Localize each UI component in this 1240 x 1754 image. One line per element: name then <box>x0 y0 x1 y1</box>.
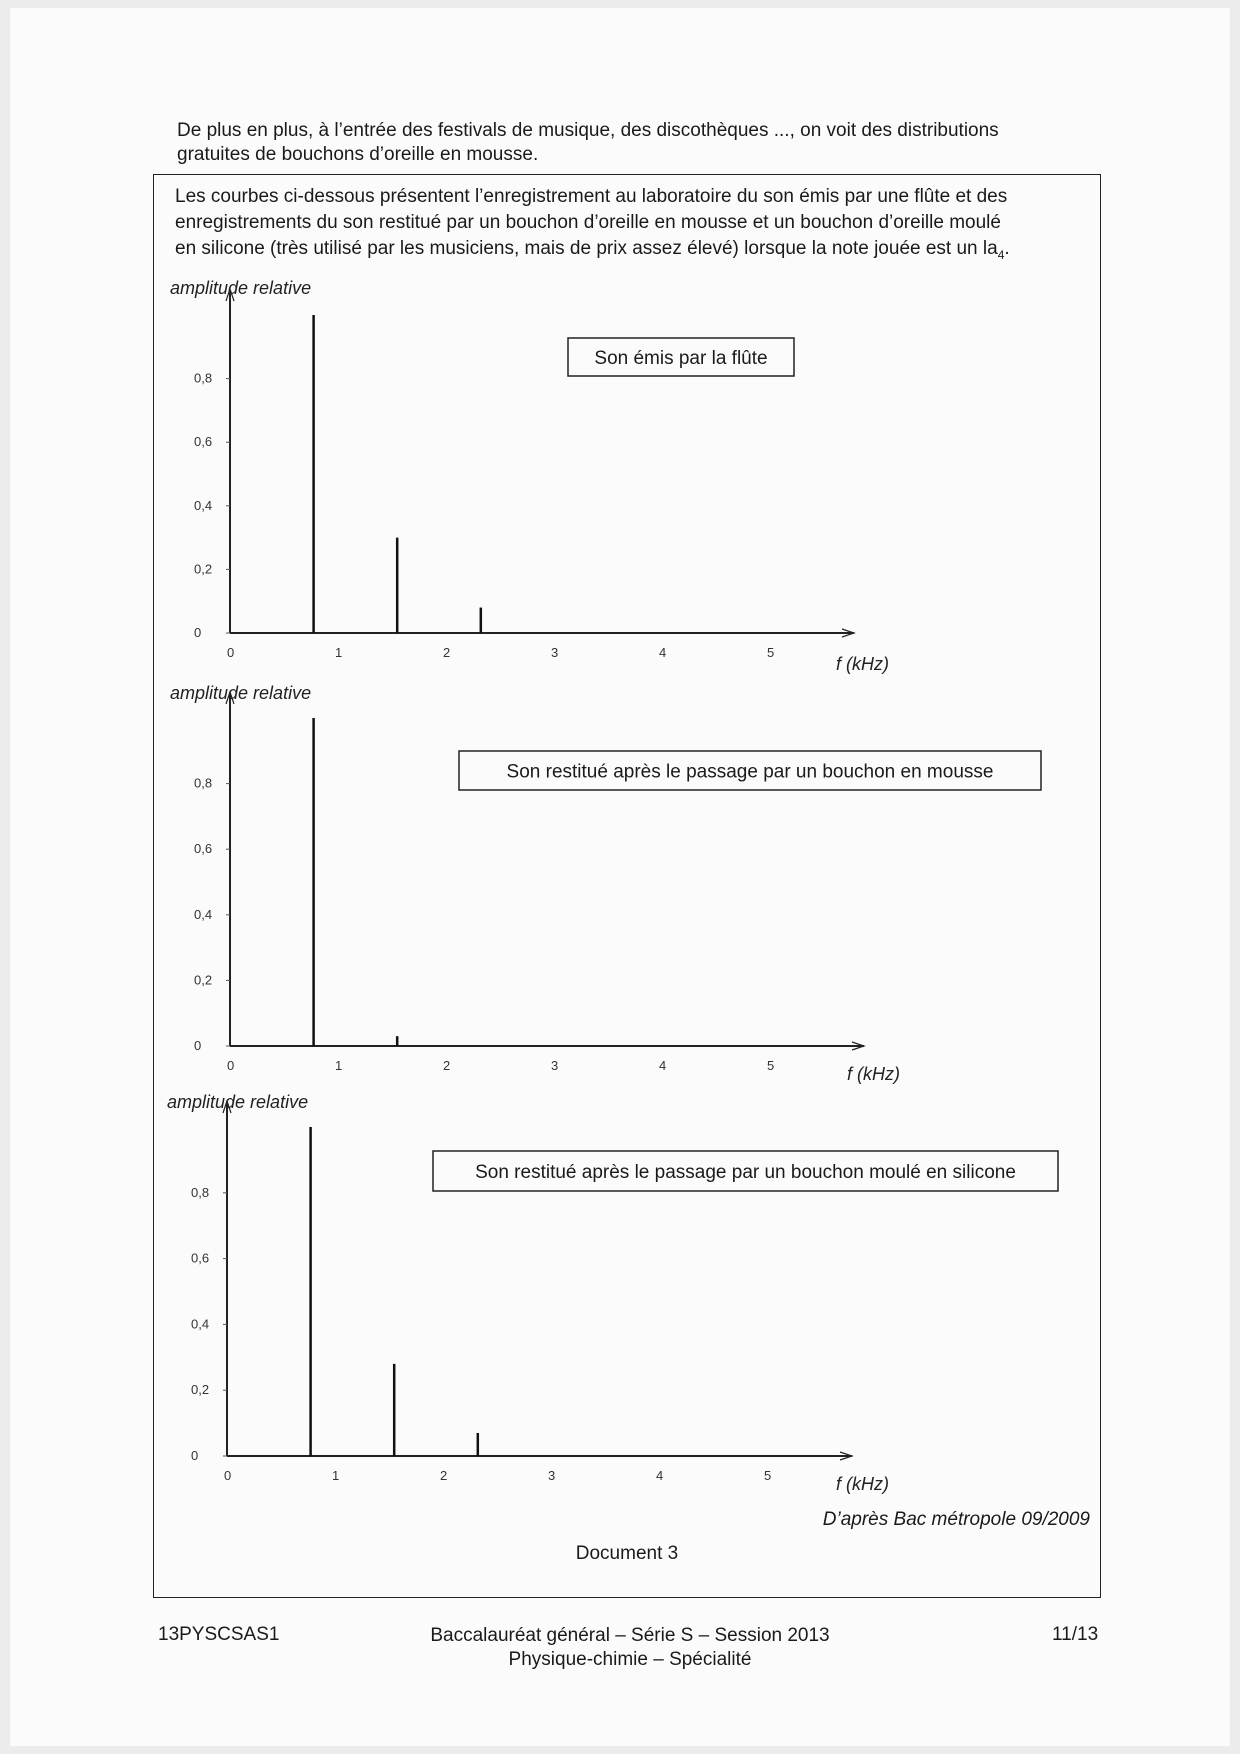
x-tick-label: 0 <box>227 1058 235 1073</box>
y-tick-label: 0,8 <box>194 370 213 386</box>
y-axis-title: amplitude relative <box>170 683 312 703</box>
y-tick-label: 0,2 <box>191 1382 210 1398</box>
x-axis-label: f (kHz) <box>836 1474 889 1494</box>
x-tick-label: 5 <box>764 1468 772 1483</box>
footer-line-1: Baccalauréat général – Série S – Session 2013 <box>430 1625 830 1646</box>
x-tick-label: 4 <box>659 1058 667 1073</box>
y-tick-label: 0,6 <box>194 841 213 857</box>
y-tick-label: 0 <box>194 625 202 640</box>
y-tick-label: 0,4 <box>191 1316 210 1332</box>
document-text-line-3-main: en silicone (très utilisé par les musiciens, mais de prix assez élevé) lorsque la note jouée est un la <box>175 238 998 259</box>
document-text-line-2: enregistrements du son restitué par un bouchon d’oreille en mousse et un bouchon d’oreille moulé <box>175 212 1001 233</box>
intro-paragraph <box>177 119 1102 167</box>
footer-center <box>380 1624 880 1672</box>
x-tick-label: 4 <box>656 1468 664 1483</box>
chart-title: Son émis par la flûte <box>594 348 768 369</box>
y-tick-label: 0,4 <box>194 906 213 922</box>
y-tick-label: 0 <box>194 1038 202 1053</box>
x-tick-label: 1 <box>332 1468 340 1483</box>
document-text-line-1: Les courbes ci-dessous présentent l’enregistrement au laboratoire du son émis par une flûte et des <box>175 186 1008 207</box>
x-tick-label: 2 <box>443 645 451 660</box>
source-citation: D’après Bac métropole 09/2009 <box>822 1509 1090 1530</box>
note-subscript: 4 <box>997 247 1005 262</box>
footer-code: 13PYSCSAS1 <box>158 1624 280 1645</box>
document-label: Document 3 <box>575 1543 679 1564</box>
x-tick-label: 3 <box>551 645 559 660</box>
x-tick-label: 3 <box>548 1468 556 1483</box>
footer-line-2: Physique-chimie – Spécialité <box>508 1649 752 1670</box>
x-tick-label: 5 <box>767 1058 775 1073</box>
spectra-charts <box>154 175 1100 1597</box>
x-tick-label: 3 <box>551 1058 559 1073</box>
intro-line-2: gratuites de bouchons d’oreille en mousse. <box>177 144 539 165</box>
footer-page-number: 11/13 <box>1052 1624 1099 1645</box>
x-tick-label: 0 <box>224 1468 232 1483</box>
y-tick-label: 0,8 <box>194 775 213 791</box>
x-tick-label: 4 <box>659 645 667 660</box>
x-tick-label: 1 <box>335 645 343 660</box>
chart-title: Son restitué après le passage par un bouchon moulé en silicone <box>475 1162 1016 1183</box>
intro-line-1: De plus en plus, à l’entrée des festivals de musique, des discothèques ..., on voit des distributions <box>177 120 999 141</box>
x-tick-label: 2 <box>443 1058 451 1073</box>
y-tick-label: 0,6 <box>194 434 213 450</box>
chart-title: Son restitué après le passage par un bouchon en mousse <box>506 761 994 783</box>
y-tick-label: 0,8 <box>191 1184 210 1200</box>
x-axis-label: f (kHz) <box>847 1064 900 1084</box>
x-tick-label: 5 <box>767 645 775 660</box>
y-tick-label: 0,2 <box>194 972 213 988</box>
document-text-line-3: en silicone (très utilisé par les musiciens, mais de prix assez élevé) lorsque la note jouée est un $la_4$. <box>175 238 1010 262</box>
y-tick-label: 0,2 <box>194 561 213 577</box>
x-tick-label: 0 <box>227 645 235 660</box>
y-tick-label: 0,6 <box>191 1250 210 1266</box>
y-axis-title: amplitude relative <box>167 1092 309 1112</box>
x-axis-label: f (kHz) <box>836 654 889 674</box>
x-tick-label: 1 <box>335 1058 343 1073</box>
x-tick-label: 2 <box>440 1468 448 1483</box>
y-axis-title: amplitude relative <box>170 278 312 298</box>
document-frame <box>153 174 1101 1598</box>
y-tick-label: 0,4 <box>194 497 213 513</box>
y-tick-label: 0 <box>191 1448 199 1463</box>
